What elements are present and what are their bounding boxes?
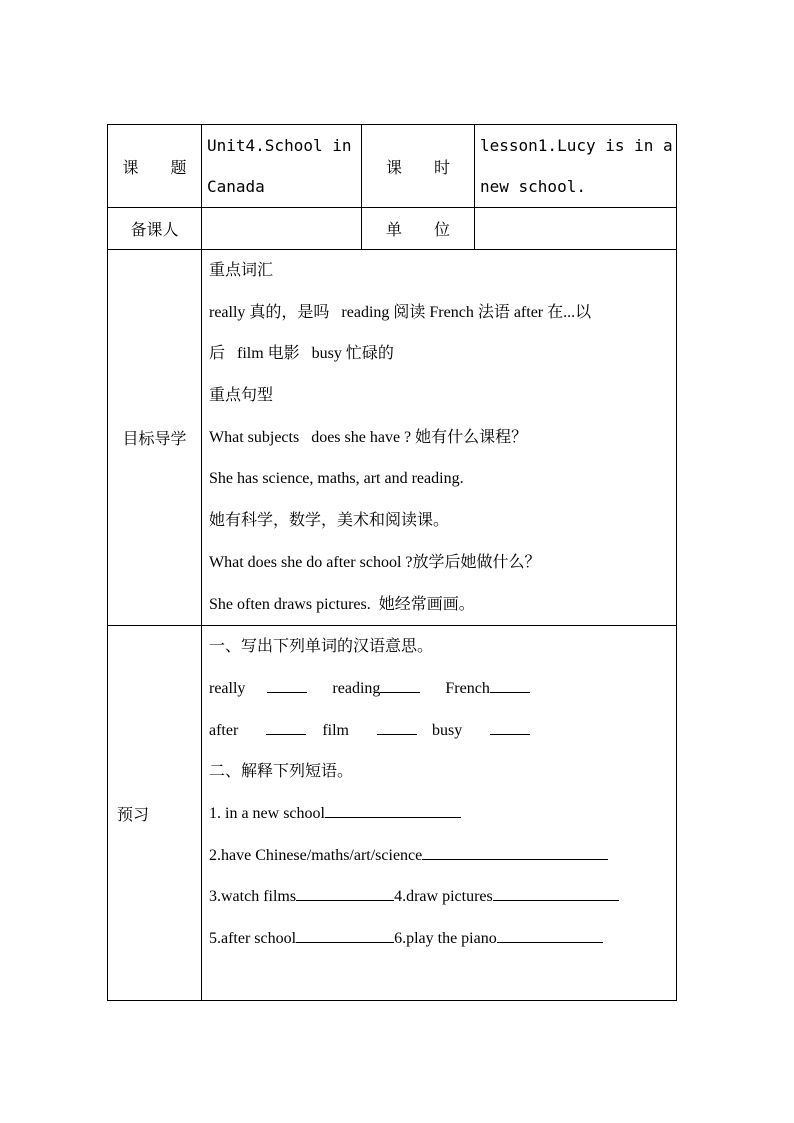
phrase-4: 4.draw pictures (394, 888, 493, 906)
goals-row (108, 250, 677, 626)
phrase-5-6-row (209, 918, 670, 960)
phrase-5: 5.after school (209, 930, 297, 947)
vocab-line-2: 后 film 电影 busy 忙碌的 (209, 345, 394, 363)
topic-row (108, 125, 677, 208)
word-film: film (322, 721, 349, 739)
blank-phrase-1[interactable] (325, 800, 461, 818)
blank-phrase-4[interactable] (493, 883, 619, 901)
phrase-1-row (209, 793, 670, 835)
topic-value-line1: Unit4.School in (207, 136, 352, 155)
topic-value-line2: Canada (207, 177, 265, 196)
phrase-2: 2.have Chinese/maths/art/science (209, 846, 423, 864)
goals-content (202, 250, 677, 626)
unit-label: 单 位 (362, 208, 475, 250)
phrase-3-4-row (209, 876, 670, 918)
blank-phrase-5[interactable] (296, 925, 394, 943)
vocab-title: 重点词汇 (209, 262, 274, 279)
period-value-line2: new school. (480, 177, 586, 196)
word-busy: busy (431, 721, 463, 739)
goals-label: 目标导学 (108, 250, 202, 626)
sentence-3: 她有科学，数学，美术和阅读课。 (209, 512, 450, 530)
period-label: 课 时 (362, 125, 475, 208)
blank-really[interactable] (267, 675, 307, 693)
topic-label: 课 题 (108, 125, 202, 208)
sentence-4: What does she do after school ?放学后她做什么？ (209, 553, 541, 571)
phrase-2-row (209, 835, 670, 877)
words-row-2 (209, 710, 670, 752)
sentence-title: 重点句型 (209, 387, 274, 405)
blank-reading[interactable] (380, 675, 420, 693)
blank-after[interactable] (266, 717, 306, 735)
blank-film[interactable] (377, 717, 417, 735)
word-really: really (209, 679, 246, 697)
preparer-row (108, 208, 677, 250)
period-value-line1: lesson1.Lucy is in a (480, 136, 673, 155)
words-row-1 (209, 668, 670, 710)
blank-phrase-2[interactable] (422, 842, 608, 860)
preparer-value (202, 208, 362, 250)
preparer-label: 备课人 (108, 208, 202, 250)
part2-title: 二、解释下列短语。 (209, 763, 354, 781)
topic-value (202, 125, 362, 208)
preview-content (202, 626, 677, 1001)
preview-row (108, 626, 677, 1001)
blank-phrase-3[interactable] (296, 883, 394, 901)
blank-french[interactable] (490, 675, 530, 693)
word-reading: reading (332, 679, 381, 697)
blank-busy[interactable] (490, 717, 530, 735)
vocab-line-1: really 真的，是吗 reading 阅读 French 法语 after 在...以 (209, 303, 592, 321)
period-value (475, 125, 677, 208)
phrase-6: 6.play the piano (394, 930, 497, 947)
sentence-2: She has science, maths, art and reading. (209, 470, 464, 488)
word-french: French (445, 679, 490, 697)
lesson-plan-table (107, 124, 677, 1001)
phrase-3: 3.watch films (209, 888, 297, 906)
preview-label: 预习 (108, 626, 202, 1001)
blank-phrase-6[interactable] (497, 925, 603, 943)
phrase-1: 1. in a new school (209, 804, 325, 822)
sentence-5: She often draws pictures. 她经常画画。 (209, 595, 475, 613)
part1-title: 一、写出下列单词的汉语意思。 (209, 638, 434, 656)
word-after: after (209, 721, 239, 739)
unit-value (475, 208, 677, 250)
sentence-1: What subjects does she have ? 她有什么课程？ (209, 428, 528, 446)
